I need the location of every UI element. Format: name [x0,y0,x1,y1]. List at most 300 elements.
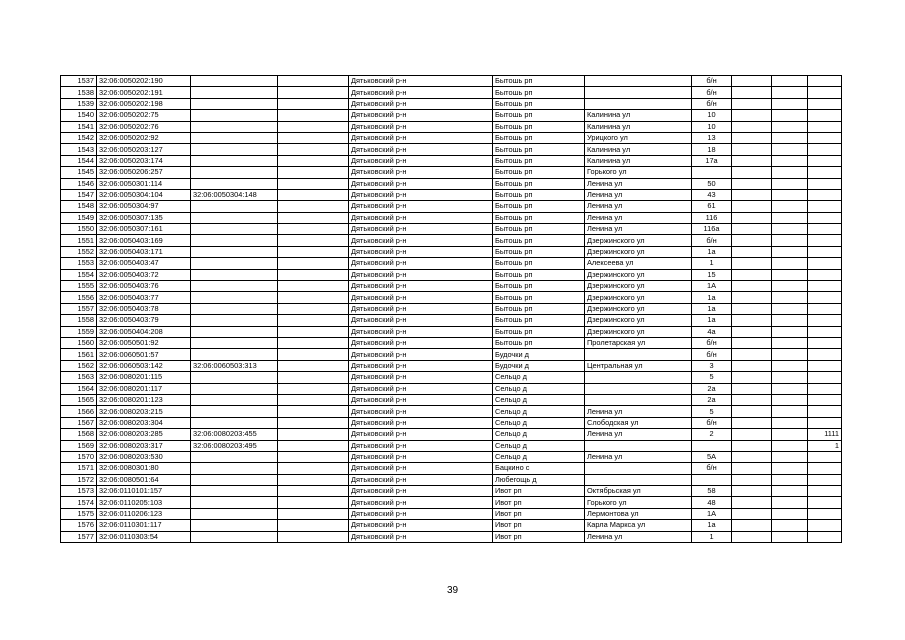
registry-table [60,75,842,543]
table-row [61,178,842,189]
extra-col-1-cell [732,394,772,405]
extra-col-2-cell [772,486,808,497]
street-cell: Калинина ул [585,144,692,155]
extra-col-1-cell [732,292,772,303]
extra-col-2-cell [772,406,808,417]
row-number-cell: 1573 [61,486,97,497]
extra-col-2-cell [772,167,808,178]
street-cell: Слободская ул [585,417,692,428]
extra-col-3-cell [808,303,842,314]
extra-col-3-cell [808,155,842,166]
cadastral-number-2-cell [191,326,278,337]
street-cell: Центральная ул [585,360,692,371]
empty-column-cell [278,394,349,405]
extra-col-3-cell [808,360,842,371]
cadastral-number-cell: 32:06:0080201:123 [97,394,191,405]
table-row [61,451,842,462]
empty-column-cell [278,303,349,314]
district-cell: Дятьковский р-н [349,235,493,246]
district-cell: Дятьковский р-н [349,76,493,87]
settlement-cell: Сельцо д [493,417,585,428]
cadastral-number-2-cell [191,144,278,155]
settlement-cell: Бытошь рп [493,110,585,121]
street-cell: Горького ул [585,497,692,508]
cadastral-number-2-cell [191,281,278,292]
extra-col-2-cell [772,315,808,326]
empty-column-cell [278,87,349,98]
district-cell: Дятьковский р-н [349,383,493,394]
house-number-cell: 1А [692,281,732,292]
house-number-cell: 50 [692,178,732,189]
district-cell: Дятьковский р-н [349,474,493,485]
extra-col-3-cell [808,417,842,428]
table-row [61,235,842,246]
cadastral-number-2-cell [191,292,278,303]
district-cell: Дятьковский р-н [349,258,493,269]
extra-col-1-cell [732,303,772,314]
cadastral-number-cell: 32:06:0050403:169 [97,235,191,246]
extra-col-2-cell [772,508,808,519]
row-number-cell: 1569 [61,440,97,451]
settlement-cell: Ивот рп [493,486,585,497]
extra-col-1-cell [732,360,772,371]
empty-column-cell [278,406,349,417]
extra-col-1-cell [732,463,772,474]
house-number-cell: 1а [692,246,732,257]
extra-col-3-cell [808,315,842,326]
cadastral-number-2-cell [191,451,278,462]
table-row [61,224,842,235]
extra-col-3-cell [808,520,842,531]
cadastral-number-cell: 32:06:0080203:215 [97,406,191,417]
settlement-cell: Бытошь рп [493,269,585,280]
house-number-cell: 5А [692,451,732,462]
empty-column-cell [278,144,349,155]
extra-col-2-cell [772,451,808,462]
extra-col-1-cell [732,326,772,337]
settlement-cell: Ивот рп [493,508,585,519]
extra-col-3-cell [808,406,842,417]
extra-col-1-cell [732,110,772,121]
table-row [61,212,842,223]
table-row [61,372,842,383]
cadastral-number-2-cell [191,406,278,417]
table-row [61,132,842,143]
settlement-cell: Бытошь рп [493,132,585,143]
settlement-cell: Бытошь рп [493,98,585,109]
row-number-cell: 1550 [61,224,97,235]
cadastral-number-2-cell [191,76,278,87]
house-number-cell: 5 [692,406,732,417]
extra-col-3-cell [808,224,842,235]
cadastral-number-2-cell [191,132,278,143]
cadastral-number-cell: 32:06:0050403:79 [97,315,191,326]
district-cell: Дятьковский р-н [349,110,493,121]
extra-col-1-cell [732,189,772,200]
district-cell: Дятьковский р-н [349,463,493,474]
house-number-cell: 17а [692,155,732,166]
table-row [61,508,842,519]
street-cell [585,474,692,485]
cadastral-number-cell: 32:06:0080501:64 [97,474,191,485]
cadastral-number-cell: 32:06:0050404:208 [97,326,191,337]
extra-col-2-cell [772,87,808,98]
extra-col-2-cell [772,155,808,166]
extra-col-1-cell [732,246,772,257]
cadastral-number-cell: 32:06:0080203:530 [97,451,191,462]
district-cell: Дятьковский р-н [349,246,493,257]
extra-col-1-cell [732,417,772,428]
settlement-cell: Бытошь рп [493,76,585,87]
extra-col-2-cell [772,269,808,280]
street-cell: Ленина ул [585,429,692,440]
cadastral-number-cell: 32:06:0050304:97 [97,201,191,212]
table-body [61,76,842,543]
extra-col-2-cell [772,121,808,132]
row-number-cell: 1543 [61,144,97,155]
empty-column-cell [278,269,349,280]
extra-col-3-cell [808,132,842,143]
row-number-cell: 1562 [61,360,97,371]
row-number-cell: 1567 [61,417,97,428]
empty-column-cell [278,337,349,348]
extra-col-1-cell [732,224,772,235]
table-row [61,110,842,121]
cadastral-number-cell: 32:06:0050403:72 [97,269,191,280]
extra-col-1-cell [732,383,772,394]
row-number-cell: 1537 [61,76,97,87]
house-number-cell: 48 [692,497,732,508]
table-row [61,315,842,326]
table-row [61,394,842,405]
table-row [61,486,842,497]
row-number-cell: 1549 [61,212,97,223]
settlement-cell: Бытошь рп [493,201,585,212]
extra-col-1-cell [732,144,772,155]
extra-col-2-cell [772,258,808,269]
house-number-cell: 1 [692,531,732,542]
extra-col-2-cell [772,235,808,246]
cadastral-number-2-cell [191,201,278,212]
house-number-cell: 61 [692,201,732,212]
extra-col-2-cell [772,144,808,155]
cadastral-number-2-cell [191,372,278,383]
extra-col-1-cell [732,235,772,246]
cadastral-number-2-cell [191,258,278,269]
extra-col-1-cell [732,406,772,417]
street-cell: Урицкого ул [585,132,692,143]
empty-column-cell [278,281,349,292]
extra-col-1-cell [732,531,772,542]
extra-col-2-cell [772,337,808,348]
district-cell: Дятьковский р-н [349,98,493,109]
cadastral-number-cell: 32:06:0050206:257 [97,167,191,178]
extra-col-3-cell [808,110,842,121]
extra-col-3-cell [808,281,842,292]
district-cell: Дятьковский р-н [349,394,493,405]
extra-col-3-cell [808,258,842,269]
extra-col-3-cell [808,463,842,474]
empty-column-cell [278,440,349,451]
cadastral-number-cell: 32:06:0080201:117 [97,383,191,394]
cadastral-number-cell: 32:06:0060501:57 [97,349,191,360]
house-number-cell: б/н [692,87,732,98]
district-cell: Дятьковский р-н [349,531,493,542]
row-number-cell: 1555 [61,281,97,292]
extra-col-2-cell [772,281,808,292]
extra-col-1-cell [732,258,772,269]
row-number-cell: 1547 [61,189,97,200]
cadastral-number-cell: 32:06:0110303:54 [97,531,191,542]
empty-column-cell [278,258,349,269]
empty-column-cell [278,155,349,166]
settlement-cell: Будочки д [493,349,585,360]
table-row [61,337,842,348]
empty-column-cell [278,110,349,121]
street-cell: Пролетарская ул [585,337,692,348]
cadastral-number-2-cell [191,474,278,485]
district-cell: Дятьковский р-н [349,132,493,143]
row-number-cell: 1552 [61,246,97,257]
settlement-cell: Любегощь д [493,474,585,485]
house-number-cell: 10 [692,110,732,121]
cadastral-number-2-cell [191,212,278,223]
cadastral-number-cell: 32:06:0050301:114 [97,178,191,189]
cadastral-number-2-cell [191,349,278,360]
street-cell: Дзержинского ул [585,315,692,326]
street-cell: Лермонтова ул [585,508,692,519]
table-row [61,121,842,132]
settlement-cell: Бытошь рп [493,212,585,223]
row-number-cell: 1540 [61,110,97,121]
settlement-cell: Бытошь рп [493,337,585,348]
row-number-cell: 1541 [61,121,97,132]
row-number-cell: 1539 [61,98,97,109]
extra-col-1-cell [732,269,772,280]
house-number-cell [692,474,732,485]
settlement-cell: Ивот рп [493,497,585,508]
cadastral-number-cell: 32:06:0050403:78 [97,303,191,314]
house-number-cell: б/н [692,76,732,87]
table-row [61,189,842,200]
empty-column-cell [278,383,349,394]
cadastral-number-2-cell [191,531,278,542]
cadastral-number-2-cell [191,417,278,428]
cadastral-number-cell: 32:06:0110301:117 [97,520,191,531]
extra-col-2-cell [772,178,808,189]
empty-column-cell [278,76,349,87]
table-row [61,246,842,257]
settlement-cell: Сельцо д [493,451,585,462]
house-number-cell: 1А [692,508,732,519]
house-number-cell: 1а [692,520,732,531]
row-number-cell: 1548 [61,201,97,212]
row-number-cell: 1556 [61,292,97,303]
empty-column-cell [278,292,349,303]
settlement-cell: Бытошь рп [493,326,585,337]
cadastral-number-2-cell [191,87,278,98]
extra-col-1-cell [732,440,772,451]
street-cell: Ленина ул [585,178,692,189]
house-number-cell: 1 [692,258,732,269]
empty-column-cell [278,417,349,428]
empty-column-cell [278,178,349,189]
street-cell: Алексеева ул [585,258,692,269]
extra-col-3-cell [808,531,842,542]
house-number-cell: 43 [692,189,732,200]
cadastral-number-cell: 32:06:0050307:161 [97,224,191,235]
house-number-cell: 1а [692,303,732,314]
empty-column-cell [278,349,349,360]
settlement-cell: Бытошь рп [493,303,585,314]
district-cell: Дятьковский р-н [349,303,493,314]
house-number-cell: 10 [692,121,732,132]
district-cell: Дятьковский р-н [349,224,493,235]
row-number-cell: 1553 [61,258,97,269]
extra-col-2-cell [772,132,808,143]
street-cell: Ленина ул [585,212,692,223]
district-cell: Дятьковский р-н [349,497,493,508]
table-row [61,155,842,166]
extra-col-3-cell [808,451,842,462]
extra-col-2-cell [772,531,808,542]
house-number-cell: б/н [692,98,732,109]
house-number-cell: б/н [692,235,732,246]
extra-col-3-cell [808,349,842,360]
settlement-cell: Будочки д [493,360,585,371]
table-row [61,144,842,155]
extra-col-3-cell: 1 [808,440,842,451]
extra-col-3-cell [808,212,842,223]
settlement-cell: Бытошь рп [493,167,585,178]
district-cell: Дятьковский р-н [349,155,493,166]
row-number-cell: 1546 [61,178,97,189]
page-number: 39 [446,585,459,596]
table-row [61,349,842,360]
row-number-cell: 1568 [61,429,97,440]
street-cell: Ленина ул [585,531,692,542]
extra-col-2-cell [772,292,808,303]
extra-col-3-cell [808,383,842,394]
extra-col-3-cell: 1111 [808,429,842,440]
house-number-cell: 4а [692,326,732,337]
extra-col-1-cell [732,155,772,166]
extra-col-2-cell [772,212,808,223]
extra-col-2-cell [772,349,808,360]
cadastral-number-2-cell [191,394,278,405]
house-number-cell: б/н [692,337,732,348]
house-number-cell: 58 [692,486,732,497]
cadastral-number-2-cell [191,315,278,326]
table-row [61,440,842,451]
row-number-cell: 1558 [61,315,97,326]
settlement-cell: Бытошь рп [493,292,585,303]
district-cell: Дятьковский р-н [349,451,493,462]
empty-column-cell [278,212,349,223]
table-row [61,531,842,542]
table-row [61,87,842,98]
district-cell: Дятьковский р-н [349,269,493,280]
street-cell: Дзержинского ул [585,326,692,337]
cadastral-number-cell: 32:06:0050202:75 [97,110,191,121]
empty-column-cell [278,497,349,508]
empty-column-cell [278,474,349,485]
street-cell: Дзержинского ул [585,269,692,280]
settlement-cell: Бацкино с [493,463,585,474]
cadastral-number-2-cell [191,520,278,531]
settlement-cell: Бытошь рп [493,246,585,257]
empty-column-cell [278,508,349,519]
house-number-cell: 116 [692,212,732,223]
table-row [61,463,842,474]
cadastral-number-2-cell [191,486,278,497]
cadastral-number-2-cell [191,246,278,257]
row-number-cell: 1545 [61,167,97,178]
extra-col-2-cell [772,189,808,200]
extra-col-1-cell [732,212,772,223]
cadastral-number-2-cell [191,463,278,474]
extra-col-3-cell [808,337,842,348]
district-cell: Дятьковский р-н [349,349,493,360]
extra-col-3-cell [808,372,842,383]
extra-col-1-cell [732,349,772,360]
street-cell: Ленина ул [585,451,692,462]
empty-column-cell [278,531,349,542]
district-cell: Дятьковский р-н [349,281,493,292]
street-cell: Ленина ул [585,406,692,417]
extra-col-2-cell [772,326,808,337]
extra-col-2-cell [772,383,808,394]
district-cell: Дятьковский р-н [349,189,493,200]
street-cell: Дзержинского ул [585,281,692,292]
cadastral-number-cell: 32:06:0050202:191 [97,87,191,98]
street-cell: Дзержинского ул [585,235,692,246]
house-number-cell: б/н [692,417,732,428]
house-number-cell: 15 [692,269,732,280]
empty-column-cell [278,429,349,440]
row-number-cell: 1577 [61,531,97,542]
district-cell: Дятьковский р-н [349,201,493,212]
cadastral-number-cell: 32:06:0050403:47 [97,258,191,269]
extra-col-2-cell [772,520,808,531]
extra-col-1-cell [732,87,772,98]
district-cell: Дятьковский р-н [349,429,493,440]
extra-col-2-cell [772,429,808,440]
empty-column-cell [278,201,349,212]
street-cell: Ленина ул [585,224,692,235]
settlement-cell: Сельцо д [493,383,585,394]
district-cell: Дятьковский р-н [349,417,493,428]
house-number-cell: 1а [692,315,732,326]
cadastral-number-cell: 32:06:0110205:103 [97,497,191,508]
house-number-cell [692,440,732,451]
row-number-cell: 1544 [61,155,97,166]
district-cell: Дятьковский р-н [349,178,493,189]
cadastral-number-2-cell [191,269,278,280]
cadastral-number-2-cell [191,508,278,519]
extra-col-1-cell [732,167,772,178]
settlement-cell: Бытошь рп [493,224,585,235]
extra-col-3-cell [808,486,842,497]
house-number-cell [692,167,732,178]
extra-col-1-cell [732,76,772,87]
table-row [61,520,842,531]
settlement-cell: Бытошь рп [493,144,585,155]
district-cell: Дятьковский р-н [349,508,493,519]
house-number-cell: б/н [692,349,732,360]
extra-col-3-cell [808,394,842,405]
house-number-cell: 2 [692,429,732,440]
